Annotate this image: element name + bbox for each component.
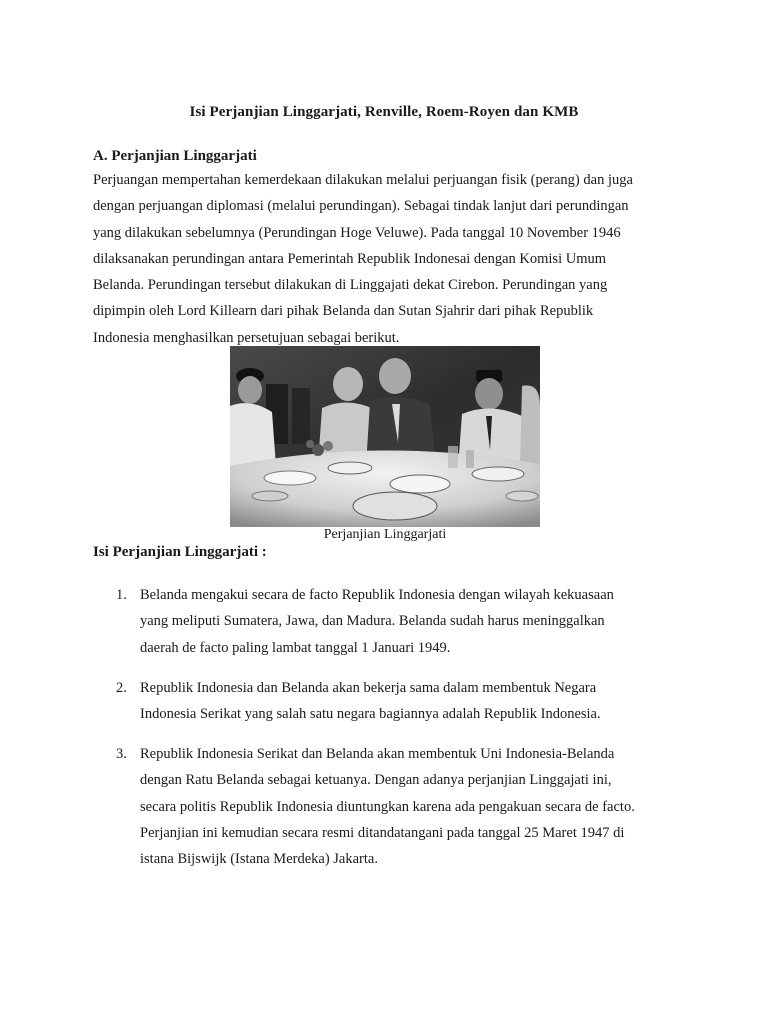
list-item-line: Republik Indonesia Serikat dan Belanda akan membentuk Uni Indonesia-Belanda [140, 746, 615, 762]
list-item-line: Perjanjian ini kemudian secara resmi ditandatangani pada tanggal 25 Maret 1947 di [140, 824, 625, 841]
intro-line: yang dilakukan sebelumnya (Perundingan Hoge Veluwe). Pada tanggal 10 November 1946 [93, 224, 621, 241]
intro-line: dipimpin oleh Lord Killearn dari pihak Belanda dan Sutan Sjahrir dari pihak Republik [93, 303, 594, 320]
historical-photo [230, 346, 540, 527]
list-item-text [140, 741, 700, 872]
isi-heading: Isi Perjanjian Linggarjati : [93, 544, 267, 560]
list-item-number: 1. [116, 587, 127, 603]
list-item-line: Republik Indonesia dan Belanda akan bekerja sama dalam membentuk Negara [140, 680, 597, 696]
list-item-text [140, 675, 700, 728]
list-item-number: 3. [116, 746, 127, 762]
list-item-line: yang meliputi Sumatera, Jawa, dan Madura. Belanda sudah harus meninggalkan [140, 613, 605, 630]
intro-line: Indonesia menghasilkan persetujuan sebagai berikut. [93, 329, 400, 346]
list-item-line: Belanda mengakui secara de facto Republik Indonesia dengan wilayah kekuasaan [140, 587, 614, 603]
section-heading: A. Perjanjian Linggarjati [93, 148, 257, 164]
list-item-line: dengan Ratu Belanda sebagai ketuanya. Dengan adanya perjanjian Linggajati ini, [140, 772, 612, 789]
list-item-line: istana Bijswijk (Istana Merdeka) Jakarta. [140, 851, 378, 868]
photo-caption: Perjanjian Linggarjati [323, 527, 447, 542]
list-item-text [140, 582, 700, 661]
intro-line: Perjuangan mempertahan kemerdekaan dilakukan melalui perjuangan fisik (perang) dan juga [93, 172, 633, 188]
photo-illustration [230, 346, 540, 527]
intro-line: dengan perjuangan diplomasi (melalui perundingan). Sebagai tindak lanjut dari perundingan [93, 198, 629, 215]
list-item-line: Indonesia Serikat yang salah satu negara bagiannya adalah Republik Indonesia. [140, 706, 601, 723]
list-item-line: daerah de facto paling lambat tanggal 1 Januari 1949. [140, 639, 451, 656]
intro-paragraph [93, 167, 683, 351]
list-item-line: secara politis Republik Indonesia diuntungkan karena ada pengakuan secara de facto. [140, 798, 635, 815]
document-title: Isi Perjanjian Linggarjati, Renville, Roem-Royen dan KMB [189, 104, 579, 120]
intro-line: Belanda. Perundingan tersebut dilakukan di Linggajati dekat Cirebon. Perundingan yang [93, 277, 608, 294]
list-item-number: 2. [116, 680, 127, 696]
intro-line: dilaksanakan perundingan antara Pemerintah Republik Indonesai dengan Komisi Umum [93, 250, 607, 267]
